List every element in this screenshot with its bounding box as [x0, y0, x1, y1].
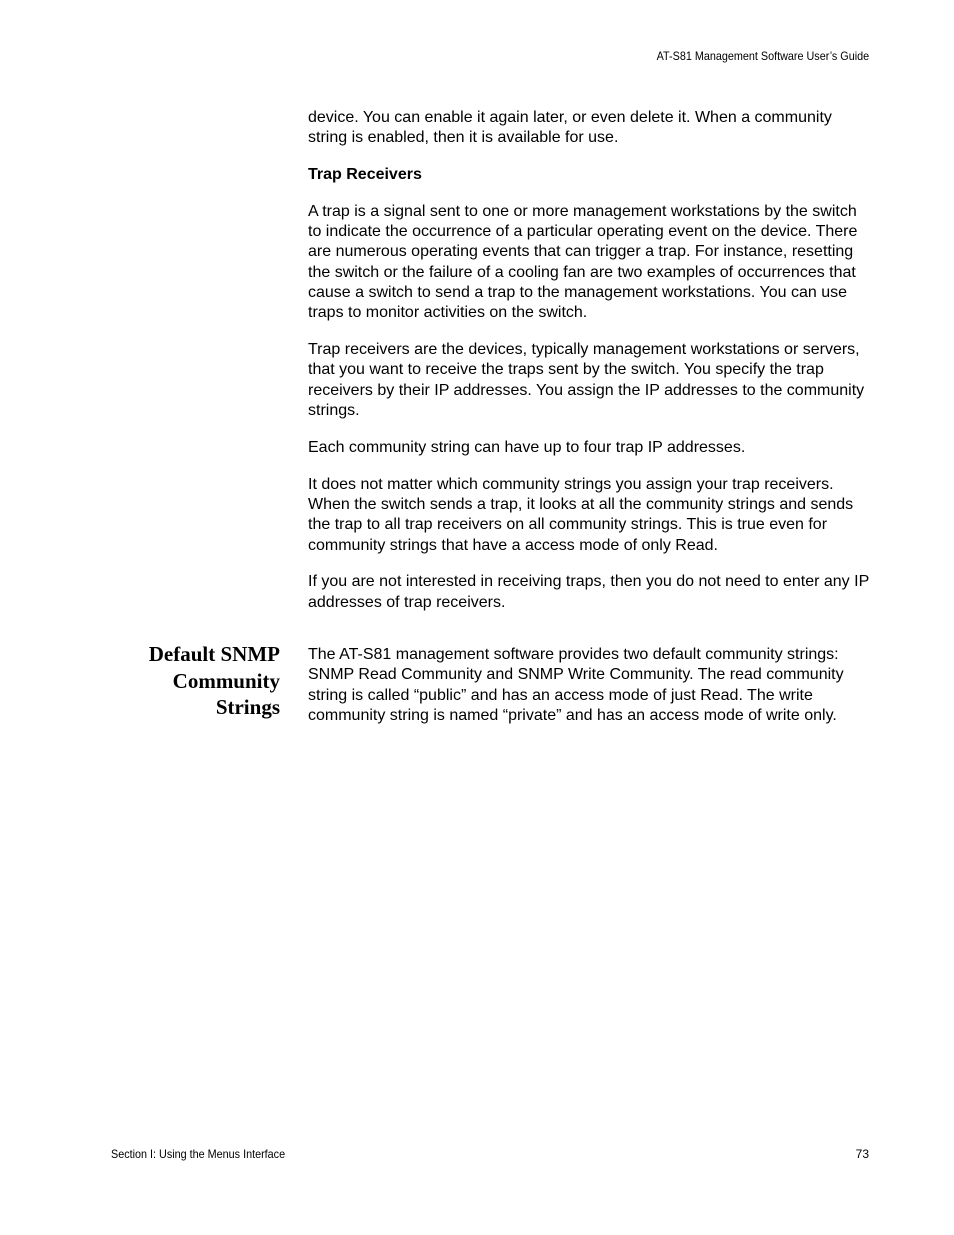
- heading-line-2: Community: [172, 668, 280, 693]
- intro-paragraph: device. You can enable it again later, or even delete it. When a community string is enabled, then it is available for use.: [308, 109, 832, 147]
- trap-receivers-heading: Trap Receivers: [308, 166, 422, 184]
- trap-paragraph-4: It does not matter which community strings you assign your trap receivers. When the switch sends a trap, it looks at all the community strings and sends the trap to all trap receivers on all community strings. This is true even for community strings that have a access mode of only Read.: [308, 475, 854, 554]
- page-number: 73: [855, 1147, 869, 1161]
- default-snmp-heading: [100, 641, 280, 721]
- trap-paragraph-2: Trap receivers are the devices, typically management workstations or servers, that you want to receive the traps sent by the switch. You specify the trap receivers by their IP addresses. You assign the IP addresses to the community strings.: [308, 341, 865, 420]
- trap-paragraph-5: If you are not interested in receiving traps, then you do not need to enter any IP addresses of trap receivers.: [308, 573, 869, 611]
- footer-section-label: Section I: Using the Menus Interface: [111, 1147, 286, 1161]
- trap-paragraph-1: A trap is a signal sent to one or more management workstations by the switch to indicate the occurrence of a particular operating event on the device. There are numerous operating events that can trigger a trap. For instance, resetting the switch or the failure of a cooling fan are two examples of occurrences that cause a switch to send a trap to the management workstations. You can use traps to monitor activities on the switch.: [308, 202, 858, 322]
- heading-line-3: Strings: [215, 695, 280, 720]
- default-snmp-section: [308, 645, 873, 726]
- trap-receivers-section: [308, 108, 873, 629]
- default-snmp-paragraph: The AT-S81 management software provides two default community strings: SNMP Read Community and SNMP Write Community. The read community string is called “public” and has an access mode of just Read. The write community string is named “private” and has an access mode of write only.: [308, 646, 844, 724]
- trap-paragraph-3: Each community string can have up to four trap IP addresses.: [308, 438, 746, 456]
- running-header: AT-S81 Management Software User’s Guide: [656, 49, 869, 63]
- heading-line-1: Default SNMP: [148, 642, 280, 666]
